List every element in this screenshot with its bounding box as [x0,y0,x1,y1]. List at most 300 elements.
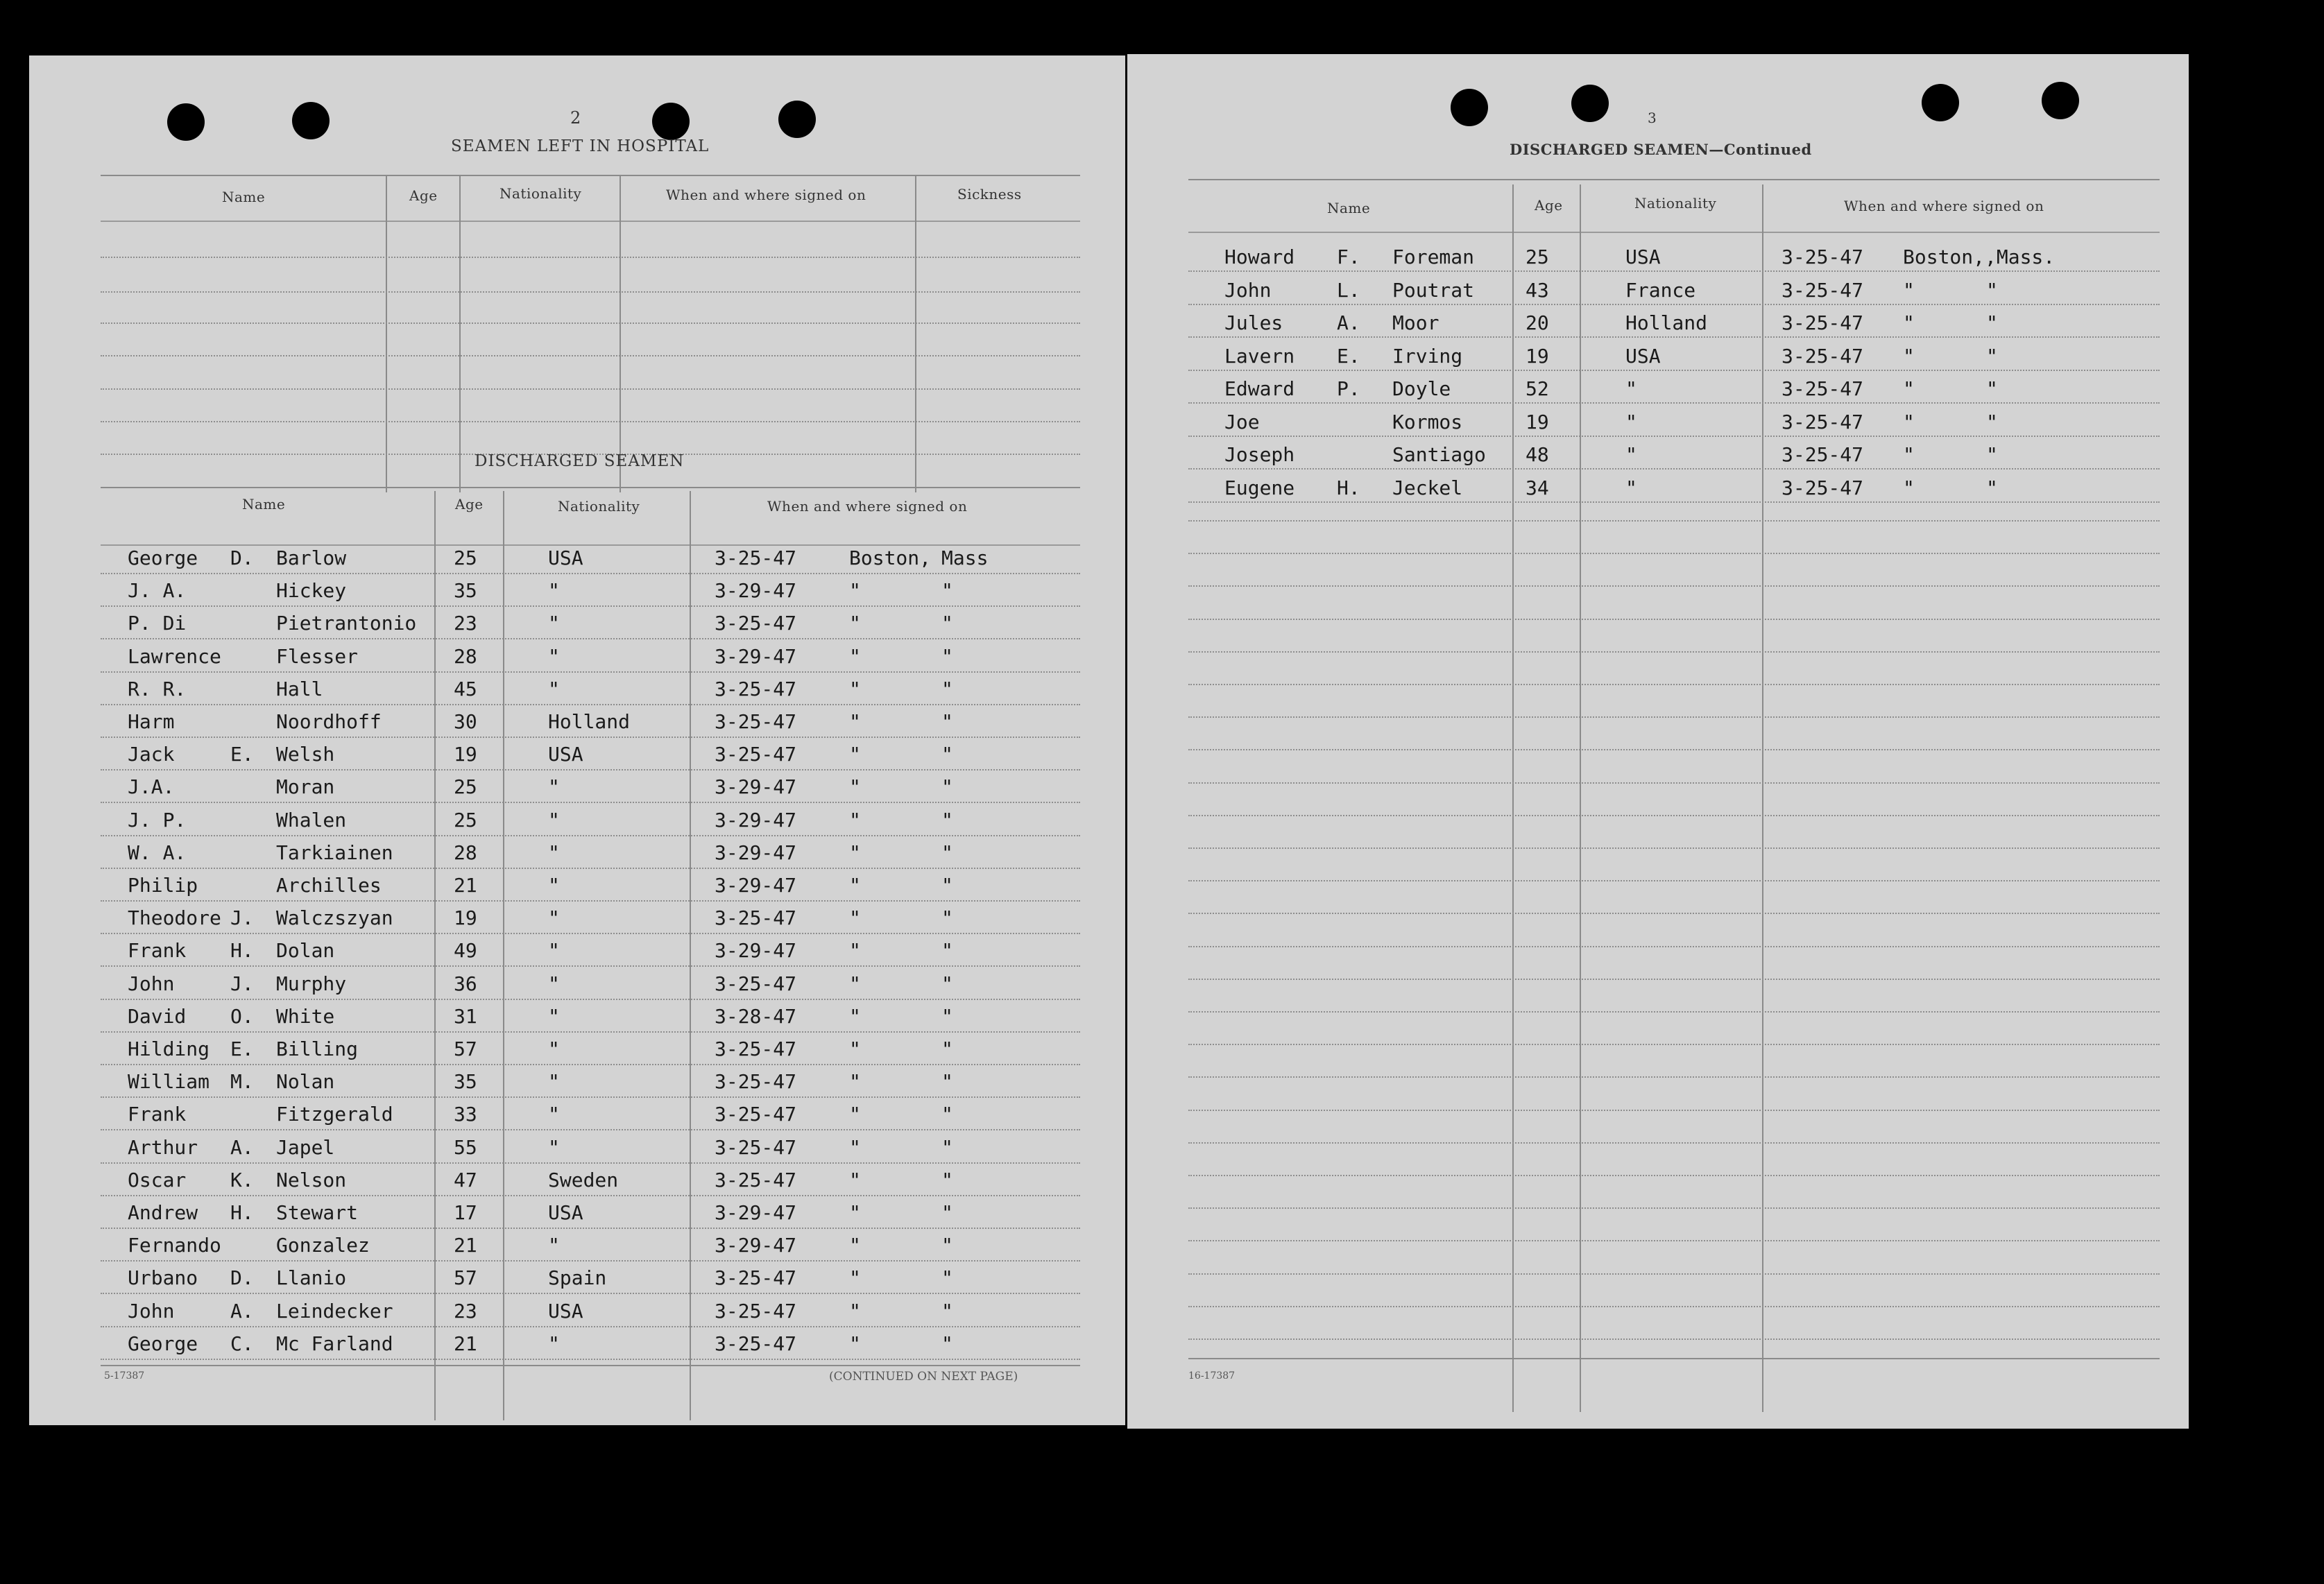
signed-on-date: 3-25-47 [715,1168,797,1191]
signed-on-date: 3-25-47 [1782,278,1864,302]
seaman-last-name: Hall [276,677,323,700]
row-rule [1188,782,2160,784]
signed-on-date: 3-29-47 [715,644,797,668]
seaman-nationality: France [1625,278,1696,302]
seaman-first-name: John [1224,278,1272,302]
signed-on-place: " [849,906,861,930]
row-rule [101,1293,1080,1294]
seaman-age: 35 [454,579,477,603]
seaman-last-name: Irving [1392,344,1463,368]
right-header-name: Name [1327,200,1371,216]
row-rule [101,1260,1080,1262]
seaman-nationality: " [548,906,560,930]
signed-on-place-state: " [1986,311,1998,334]
seaman-first-name: J. A. [128,579,187,603]
signed-on-place: " [1903,344,1915,368]
signed-on-date: 3-25-47 [715,1038,797,1060]
seaman-nationality: USA [548,743,583,766]
seaman-first-name: Philip [128,874,198,897]
seaman-nationality: Sweden [548,1168,619,1191]
signed-on-date: 3-25-47 [715,1103,797,1126]
seaman-last-name: Noordhoff [276,710,382,733]
seaman-last-name: Murphy [276,972,347,995]
seaman-age: 45 [454,677,477,700]
seaman-nationality: " [548,1070,560,1094]
signed-on-place: " [849,612,861,635]
seaman-first-name: Eugene [1224,476,1295,499]
signed-on-place: Boston,,Mass. [1903,246,2056,268]
seaman-nationality: " [1625,410,1637,433]
signed-on-date: 3-25-47 [1782,377,1864,400]
seaman-last-name: Hickey [276,579,347,603]
signed-on-place-state: " [941,808,953,832]
signed-on-place-state: " [941,939,953,963]
discharged-header-name: Name [242,496,286,513]
seaman-middle-initial: K. [230,1168,254,1191]
seaman-last-name: Foreman [1392,246,1475,268]
signed-on-date: 3-29-47 [715,1201,797,1224]
seaman-age: 19 [454,906,477,930]
row-rule [101,999,1080,1000]
signed-on-place: " [849,677,861,700]
signed-on-place: " [849,1038,861,1060]
signed-on-date: 3-28-47 [715,1004,797,1028]
seaman-age: 30 [454,710,477,733]
seaman-nationality: Holland [548,710,631,733]
signed-on-place-state: " [941,1004,953,1028]
seaman-last-name: White [276,1004,335,1028]
seaman-nationality: " [548,677,560,700]
page-number: 2 [570,108,581,128]
seaman-last-name: Welsh [276,743,335,766]
signed-on-date: 3-29-47 [715,939,797,963]
seaman-last-name: Nelson [276,1168,347,1191]
punch-hole [1571,85,1609,122]
signed-on-place-state: " [1986,278,1998,302]
seaman-age: 52 [1526,377,1549,400]
row-rule [1188,1175,2160,1176]
signed-on-place-state: " [941,579,953,603]
seaman-middle-initial: P. [1337,377,1360,400]
signed-on-place: " [849,939,861,963]
row-rule [1188,847,2160,849]
signed-on-place-state: " [941,972,953,995]
hospital-header-sickness: Sickness [957,186,1022,203]
seaman-first-name: Joseph [1224,443,1295,466]
right-header-age: Age [1535,197,1563,214]
signed-on-date: 3-25-47 [1782,344,1864,368]
seaman-first-name: Fernando [128,1234,221,1257]
signed-on-place: Boston, [849,546,932,569]
signed-on-place: " [849,874,861,897]
signed-on-place-state: " [941,612,953,635]
signed-on-date: 3-25-47 [715,906,797,930]
seaman-nationality: " [548,972,560,995]
right-header-nationality: Nationality [1634,195,1717,212]
signed-on-place-state: " [941,644,953,668]
hospital-header-nationality: Nationality [499,185,582,202]
seaman-age: 20 [1526,311,1549,334]
discharged-header-nationality: Nationality [558,498,640,515]
row-rule [101,737,1080,738]
seaman-nationality: " [548,1103,560,1126]
seaman-nationality: " [548,808,560,832]
seaman-nationality: " [548,579,560,603]
seaman-middle-initial: F. [1337,246,1360,268]
seaman-age: 25 [1526,246,1549,268]
punch-hole [1922,84,1959,121]
seaman-last-name: Billing [276,1038,359,1060]
seaman-first-name: John [128,972,175,995]
seaman-nationality: " [548,612,560,635]
seaman-middle-initial: A. [1337,311,1360,334]
row-rule [101,1326,1080,1327]
seaman-middle-initial: A. [230,1299,254,1323]
signed-on-place: " [849,1103,861,1126]
signed-on-place: " [849,1135,861,1159]
seaman-first-name: Urbano [128,1266,198,1290]
seaman-age: 57 [454,1038,477,1060]
row-rule [101,900,1080,902]
seaman-nationality: " [548,1135,560,1159]
seaman-middle-initial: A. [230,1135,254,1159]
seaman-middle-initial: H. [230,939,254,963]
signed-on-place: " [849,1004,861,1028]
row-rule [1188,1273,2160,1275]
row-rule [1188,1110,2160,1111]
seaman-nationality: " [548,644,560,668]
signed-on-place-state: " [941,1201,953,1224]
signed-on-date: 3-29-47 [715,775,797,799]
signed-on-place: " [1903,443,1915,466]
seaman-first-name: Jules [1224,311,1283,334]
row-rule [1188,370,2160,371]
seaman-first-name: David [128,1004,187,1028]
seaman-nationality: " [548,1038,560,1060]
signed-on-place-state: " [941,677,953,700]
seaman-first-name: Edward [1224,377,1295,400]
seaman-first-name: Joe [1224,410,1260,433]
seaman-first-name: R. R. [128,677,187,700]
row-rule [101,605,1080,607]
seaman-age: 28 [454,841,477,864]
hospital-header-name: Name [222,189,266,205]
seaman-nationality: " [1625,476,1637,499]
row-rule [101,573,1080,574]
row-rule [1188,585,2160,587]
row-rule [101,638,1080,639]
seaman-middle-initial: D. [230,546,254,569]
seaman-first-name: Frank [128,939,187,963]
signed-on-date: 3-25-47 [1782,246,1864,268]
signed-on-date: 3-25-47 [715,972,797,995]
seaman-age: 25 [454,775,477,799]
seaman-last-name: Nolan [276,1070,335,1094]
signed-on-date: 3-29-47 [715,1234,797,1257]
seaman-middle-initial: E. [1337,344,1360,368]
continued-note: (CONTINUED ON NEXT PAGE) [829,1370,1018,1384]
signed-on-place-state: " [941,775,953,799]
signed-on-place-state: " [941,1168,953,1191]
signed-on-date: 3-25-47 [715,612,797,635]
row-rule [101,835,1080,836]
seaman-age: 36 [454,972,477,995]
form-number: 16-17387 [1188,1370,1236,1381]
seaman-last-name: Pietrantonio [276,612,417,635]
row-rule [1188,749,2160,750]
signed-on-place-state: " [941,1332,953,1355]
seaman-first-name: Jack [128,743,175,766]
row-rule [1188,402,2160,404]
seaman-age: 23 [454,612,477,635]
row-rule [1188,716,2160,718]
seaman-last-name: Archilles [276,874,382,897]
seaman-nationality: " [548,775,560,799]
row-rule [101,1096,1080,1098]
signed-on-place: " [849,1234,861,1257]
discharged-title: DISCHARGED SEAMEN [475,452,685,470]
row-rule [101,802,1080,803]
seaman-last-name: Doyle [1392,377,1451,400]
seaman-last-name: Poutrat [1392,278,1475,302]
seaman-first-name: Hilding [128,1038,210,1060]
seaman-middle-initial: H. [1337,476,1360,499]
discharged-header-age: Age [455,496,484,513]
row-rule [1188,1142,2160,1144]
row-rule [1188,1338,2160,1340]
seaman-first-name: Andrew [128,1201,198,1224]
signed-on-place: " [849,1299,861,1323]
row-rule [1188,1044,2160,1045]
signed-on-place-state: " [941,1135,953,1159]
row-rule [1188,619,2160,620]
seaman-nationality: " [548,1004,560,1028]
seaman-middle-initial: M. [230,1070,254,1094]
seaman-first-name: John [128,1299,175,1323]
signed-on-place-state: " [941,1070,953,1094]
seaman-middle-initial: E. [230,1038,254,1060]
seaman-age: 19 [454,743,477,766]
signed-on-date: 3-25-47 [715,743,797,766]
seaman-last-name: Llanio [276,1266,347,1290]
signed-on-place: " [1903,476,1915,499]
seaman-first-name: Howard [1224,246,1295,268]
seaman-age: 31 [454,1004,477,1028]
signed-on-place: " [1903,377,1915,400]
page-number: 3 [1648,110,1657,126]
signed-on-place: " [849,1266,861,1290]
seaman-middle-initial: H. [230,1201,254,1224]
punch-hole [1451,89,1488,126]
row-rule [101,1031,1080,1033]
seaman-nationality: " [548,1234,560,1257]
seaman-age: 19 [1526,410,1549,433]
signed-on-date: 3-25-47 [715,677,797,700]
form-number: 5-17387 [104,1370,145,1381]
seaman-age: 47 [454,1168,477,1191]
signed-on-place: " [849,972,861,995]
seaman-last-name: Barlow [276,546,347,569]
signed-on-date: 3-25-47 [715,1299,797,1323]
seaman-first-name: Frank [128,1103,187,1126]
signed-on-date: 3-29-47 [715,808,797,832]
signed-on-place: " [849,1332,861,1355]
seaman-last-name: Leindecker [276,1299,393,1323]
punch-hole [292,102,330,139]
signed-on-place-state: " [1986,443,1998,466]
seaman-nationality: USA [548,546,583,569]
row-rule [1188,1011,2160,1013]
seaman-middle-initial: E. [230,743,254,766]
row-rule [1188,979,2160,980]
seaman-last-name: Dolan [276,939,335,963]
seaman-age: 21 [454,1234,477,1257]
seaman-last-name: Tarkiainen [276,841,393,864]
signed-on-date: 3-29-47 [715,841,797,864]
seaman-first-name: Lawrence [128,644,221,668]
punch-hole [167,103,205,141]
signed-on-place-state: " [1986,410,1998,433]
row-rule [1188,304,2160,305]
seaman-last-name: Moran [276,775,335,799]
seaman-middle-initial: J. [230,906,254,930]
signed-on-date: 3-25-47 [715,710,797,733]
row-rule [1188,1207,2160,1209]
signed-on-place-state: " [941,906,953,930]
row-rule [101,1064,1080,1065]
row-rule [1188,1076,2160,1078]
row-rule [101,933,1080,934]
seaman-last-name: Fitzgerald [276,1103,393,1126]
signed-on-place-state: " [941,874,953,897]
seaman-first-name: J. P. [128,808,187,832]
right-page [1127,54,2189,1429]
seaman-nationality: " [1625,377,1637,400]
signed-on-place-state: " [941,1266,953,1290]
row-rule [101,1162,1080,1164]
seaman-nationality: USA [548,1201,583,1224]
row-rule [101,1228,1080,1229]
row-rule [1188,501,2160,503]
seaman-last-name: Mc Farland [276,1332,393,1355]
punch-hole [778,101,816,138]
seaman-middle-initial: C. [230,1332,254,1355]
seaman-age: 34 [1526,476,1549,499]
seaman-nationality: " [548,1332,560,1355]
row-rule [1188,913,2160,914]
signed-on-date: 3-25-47 [715,1332,797,1355]
signed-on-date: 3-25-47 [1782,476,1864,499]
signed-on-date: 3-29-47 [715,874,797,897]
row-rule [101,868,1080,869]
row-rule [1188,270,2160,272]
signed-on-date: 3-25-47 [715,1070,797,1094]
signed-on-place: " [849,1168,861,1191]
seaman-age: 43 [1526,278,1549,302]
seaman-age: 49 [454,939,477,963]
signed-on-place: " [849,579,861,603]
seaman-last-name: Santiago [1392,443,1486,466]
seaman-first-name: Oscar [128,1168,187,1191]
seaman-nationality: " [548,939,560,963]
seaman-nationality: " [548,841,560,864]
seaman-nationality: " [548,874,560,897]
seaman-middle-initial: D. [230,1266,254,1290]
row-rule [1188,436,2160,437]
seaman-age: 48 [1526,443,1549,466]
signed-on-place-state: " [941,743,953,766]
signed-on-date: 3-29-47 [715,579,797,603]
row-rule [101,704,1080,705]
seaman-age: 57 [454,1266,477,1290]
seaman-last-name: Gonzalez [276,1234,370,1257]
row-rule [101,1129,1080,1130]
seaman-age: 21 [454,1332,477,1355]
seaman-nationality: USA [1625,246,1661,268]
seaman-nationality: Spain [548,1266,607,1290]
signed-on-place: " [849,775,861,799]
row-rule [1188,946,2160,947]
seaman-middle-initial: O. [230,1004,254,1028]
seaman-last-name: Walczszyan [276,906,393,930]
row-rule [1188,1240,2160,1241]
punch-hole [2042,82,2079,119]
hospital-title: SEAMEN LEFT IN HOSPITAL [451,137,710,155]
row-rule [1188,815,2160,816]
seaman-nationality: USA [1625,344,1661,368]
row-rule [1188,684,2160,685]
row-rule [1188,468,2160,470]
seaman-age: 55 [454,1135,477,1159]
left-page [29,55,1125,1425]
seaman-age: 35 [454,1070,477,1094]
row-rule [101,965,1080,967]
signed-on-place-state: " [941,710,953,733]
signed-on-place: " [1903,410,1915,433]
punch-hole [652,103,690,140]
signed-on-place: " [1903,311,1915,334]
seaman-age: 19 [1526,344,1549,368]
seaman-age: 28 [454,644,477,668]
signed-on-place-state: " [941,1103,953,1126]
seaman-age: 23 [454,1299,477,1323]
seaman-last-name: Stewart [276,1201,359,1224]
row-rule [1188,553,2160,554]
row-rule [1188,1306,2160,1307]
row-rule [101,1359,1080,1360]
seaman-age: 21 [454,874,477,897]
signed-on-date: 3-25-47 [715,1266,797,1290]
seaman-first-name: William [128,1070,210,1094]
seaman-last-name: Japel [276,1135,335,1159]
signed-on-date: 3-25-47 [1782,443,1864,466]
signed-on-place: " [849,743,861,766]
seaman-age: 17 [454,1201,477,1224]
seaman-last-name: Jeckel [1392,476,1463,499]
seaman-first-name: Theodore [128,906,221,930]
signed-on-place: " [849,841,861,864]
seaman-first-name: Lavern [1224,344,1295,368]
row-rule [1188,651,2160,653]
signed-on-place: " [849,808,861,832]
seaman-last-name: Whalen [276,808,347,832]
seaman-first-name: P. Di [128,612,187,635]
seaman-middle-initial: J. [230,972,254,995]
signed-on-place-state: " [941,1038,953,1060]
row-rule [101,1195,1080,1196]
signed-on-place: " [849,1070,861,1094]
right-title: DISCHARGED SEAMEN—Continued [1510,141,1812,158]
